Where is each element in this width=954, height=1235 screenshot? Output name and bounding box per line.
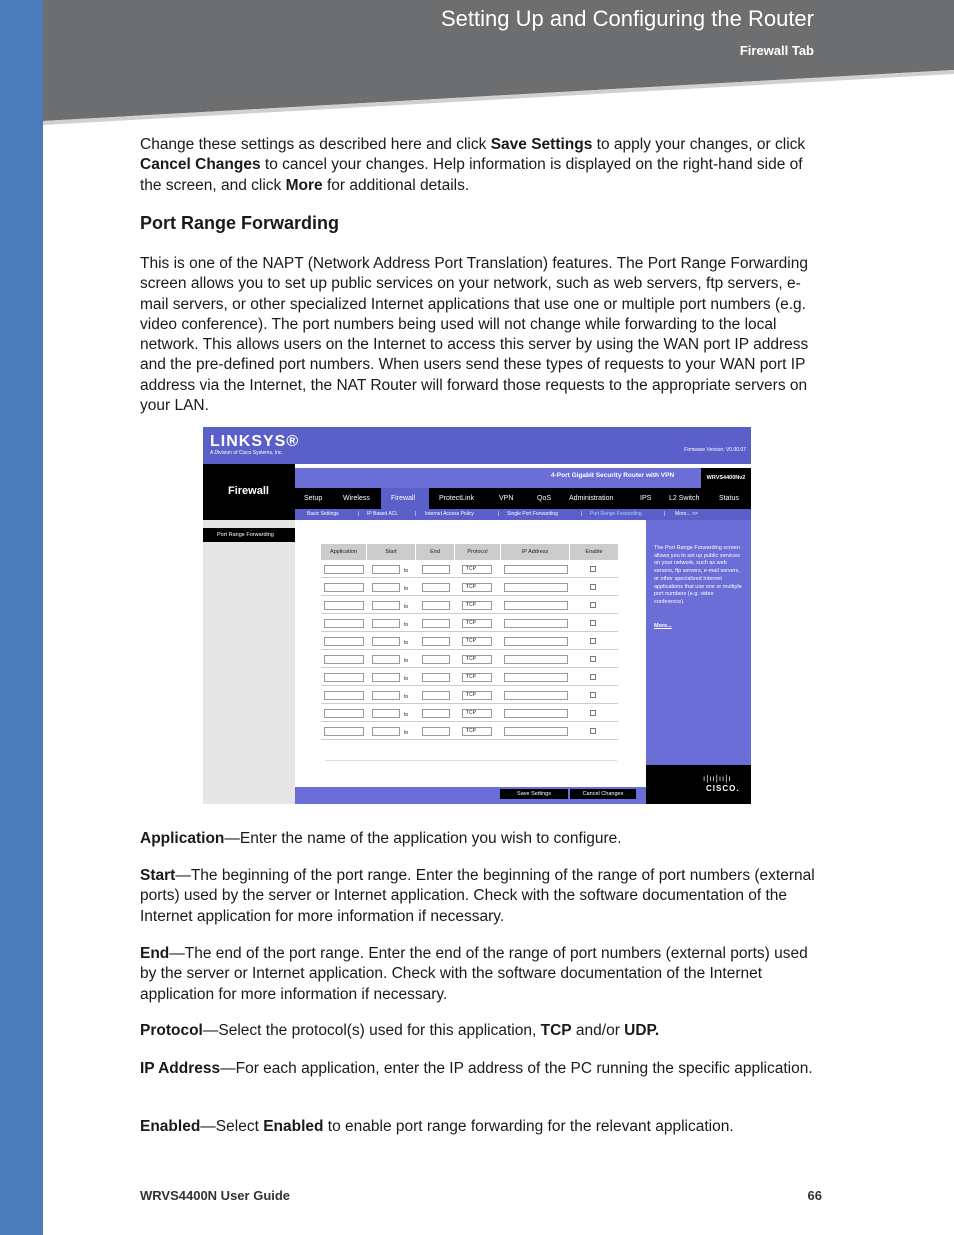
application-input[interactable] <box>324 583 364 592</box>
application-input[interactable] <box>324 601 364 610</box>
section-paragraph: This is one of the NAPT (Network Address Port Translation) features. The Port Range Forwarding screen allows you to set up public services on your network, such as web servers, ftp servers, e-mail servers, or other specialized Internet applications that use one or multiple port numbers (e.g. video conference). The port numbers being used will not change while forwarding to the local network. This allows users on the Internet to access this server by using the WAN port IP address and the pre-defined port numbers. When users send these types of requests to your WAN port IP address via the Internet, the NAT Router will forward those requests to the appropriate servers on your LAN. <box>140 255 809 415</box>
table-row-separator <box>321 595 618 596</box>
help-more-link[interactable]: More... <box>654 623 672 629</box>
subnav-port-range-forwarding[interactable]: Port Range Forwarding <box>590 511 642 517</box>
nav-tab-firewall[interactable]: Firewall <box>391 495 416 502</box>
end-port-input[interactable] <box>422 637 450 646</box>
side-label-port-range-forwarding: Port Range Forwarding <box>217 532 274 538</box>
table-row-separator <box>321 577 618 578</box>
enable-checkbox[interactable] <box>590 602 596 608</box>
ip-address-input[interactable] <box>504 619 568 628</box>
definition-enabled: Enabled—Select Enabled to enable port range forwarding for the relevant application. <box>140 1118 734 1135</box>
subnav-single-port-forwarding[interactable]: Single Port Forwarding <box>507 511 558 517</box>
end-port-input[interactable] <box>422 619 450 628</box>
linksys-logo: LINKSYS® <box>210 433 300 450</box>
enable-checkbox[interactable] <box>590 728 596 734</box>
table-row-separator <box>321 721 618 722</box>
to-label: to <box>404 604 409 610</box>
start-port-input[interactable] <box>372 691 400 700</box>
section-label: Firewall <box>228 485 269 497</box>
save-settings-button[interactable]: Save Settings <box>500 789 568 799</box>
subnav-internet-access-policy[interactable]: Internet Access Policy <box>425 511 474 517</box>
enable-checkbox[interactable] <box>590 584 596 590</box>
end-port-input[interactable] <box>422 727 450 736</box>
nav-tab-ips[interactable]: IPS <box>640 495 652 502</box>
subnav-ip-based-acl[interactable]: IP Based ACL <box>367 511 399 517</box>
to-label: to <box>404 712 409 718</box>
start-port-input[interactable] <box>372 709 400 718</box>
enable-checkbox[interactable] <box>590 566 596 572</box>
footer-page-number: 66 <box>807 1188 822 1203</box>
definition-ip-address: IP Address—For each application, enter the IP address of the PC running the specific application. <box>140 1060 813 1077</box>
protocol-select[interactable]: TCP <box>462 583 492 592</box>
enable-checkbox[interactable] <box>590 710 596 716</box>
subnav-basic-settings[interactable]: Basic Settings <box>307 511 339 517</box>
definition-end: End—The end of the port range. Enter the end of the range of port numbers (external ports) used by the server or Internet application. Check with the software documentation of the Internet application for more information if necessary. <box>140 945 808 1003</box>
ip-address-input[interactable] <box>504 565 568 574</box>
application-input[interactable] <box>324 709 364 718</box>
end-port-input[interactable] <box>422 583 450 592</box>
page-header-title: Setting Up and Configuring the Router <box>440 6 814 31</box>
table-row-separator <box>321 703 618 704</box>
start-port-input[interactable] <box>372 583 400 592</box>
start-port-input[interactable] <box>372 673 400 682</box>
application-input[interactable] <box>324 673 364 682</box>
col-header-end: End <box>416 544 454 560</box>
to-label: to <box>404 694 409 700</box>
protocol-select[interactable]: TCP <box>462 619 492 628</box>
product-name: 4-Port Gigabit Security Router with VPN <box>551 472 675 479</box>
protocol-select[interactable]: TCP <box>462 637 492 646</box>
subnav-separator: | <box>415 511 417 517</box>
application-input[interactable] <box>324 655 364 664</box>
col-header-enable: Enable <box>570 544 618 560</box>
protocol-select[interactable]: TCP <box>462 691 492 700</box>
ip-address-input[interactable] <box>504 673 568 682</box>
ip-address-input[interactable] <box>504 655 568 664</box>
nav-tab-status[interactable]: Status <box>719 495 739 502</box>
definition-protocol: Protocol—Select the protocol(s) used for this application, TCP and/or UDP. <box>140 1022 660 1039</box>
enable-checkbox[interactable] <box>590 656 596 662</box>
application-input[interactable] <box>324 727 364 736</box>
start-port-input[interactable] <box>372 655 400 664</box>
end-port-input[interactable] <box>422 601 450 610</box>
to-label: to <box>404 658 409 664</box>
col-header-ip-address: IP Address <box>501 544 569 560</box>
end-port-input[interactable] <box>422 673 450 682</box>
to-label: to <box>404 586 409 592</box>
router-screenshot <box>203 427 751 804</box>
definition-start: Start—The beginning of the port range. Enter the beginning of the range of port numbers (external ports) used by the server or Internet application. Check with the software documentation of the Internet application for more information if necessary. <box>140 867 815 925</box>
nav-tab-wireless[interactable]: Wireless <box>343 495 370 502</box>
footer-guide-title: WRVS4400N User Guide <box>140 1188 291 1203</box>
protocol-select[interactable]: TCP <box>462 709 492 718</box>
definition-application: Application—Enter the name of the application you wish to configure. <box>140 830 622 847</box>
cisco-logo-bars: ı|ıı|ıı|ı <box>703 774 732 783</box>
ip-address-input[interactable] <box>504 601 568 610</box>
col-header-start: Start <box>367 544 415 560</box>
end-port-input[interactable] <box>422 691 450 700</box>
subnav-more[interactable]: More... >> <box>675 511 698 517</box>
application-input[interactable] <box>324 565 364 574</box>
nav-tab-l2-switch[interactable]: L2 Switch <box>669 495 700 502</box>
table-row-separator <box>321 685 618 686</box>
start-port-input[interactable] <box>372 637 400 646</box>
protocol-select[interactable]: TCP <box>462 601 492 610</box>
subnav-separator: | <box>581 511 583 517</box>
nav-tab-vpn[interactable]: VPN <box>499 495 514 502</box>
enable-checkbox[interactable] <box>590 620 596 626</box>
table-row-separator <box>321 739 618 740</box>
start-port-input[interactable] <box>372 601 400 610</box>
end-port-input[interactable] <box>422 709 450 718</box>
application-input[interactable] <box>324 637 364 646</box>
application-input[interactable] <box>324 619 364 628</box>
table-row-separator <box>321 649 618 650</box>
subnav-separator: | <box>664 511 666 517</box>
start-port-input[interactable] <box>372 565 400 574</box>
table-row-separator <box>321 631 618 632</box>
start-port-input[interactable] <box>372 619 400 628</box>
to-label: to <box>404 640 409 646</box>
model-number: WRVS4400Nv2 <box>701 468 751 488</box>
firmware-version: Firmware Version: V0.00.07 <box>684 447 746 453</box>
left-sidebar-stripe <box>0 0 43 1235</box>
nav-tab-setup[interactable]: Setup <box>304 495 323 502</box>
subnav-separator: | <box>358 511 360 517</box>
enable-checkbox[interactable] <box>590 674 596 680</box>
ip-address-input[interactable] <box>504 691 568 700</box>
end-port-input[interactable] <box>422 565 450 574</box>
help-text: The Port Range Forwarding screen allows you to set up public services on your network, such as web servers, ftp servers, e-mail servers, or other specialized Internet applications that use one or multiple port numbers (e.g. video conference). <box>654 545 742 605</box>
ip-address-input[interactable] <box>504 583 568 592</box>
protocol-select[interactable]: TCP <box>462 727 492 736</box>
ip-address-input[interactable] <box>504 727 568 736</box>
protocol-select[interactable]: TCP <box>462 565 492 574</box>
cisco-logo: CISCO. <box>706 784 740 793</box>
subnav-separator: | <box>498 511 500 517</box>
nav-tab-administration[interactable]: Administration <box>569 495 614 502</box>
table-row-separator <box>321 613 618 614</box>
col-header-application: Application <box>321 544 366 560</box>
intro-paragraph: Change these settings as described here and click Save Settings to apply your changes, or click Cancel Changes to cancel your changes. Help information is displayed on the right-hand side of the screen, and click More for additional details. <box>140 136 806 194</box>
to-label: to <box>404 676 409 682</box>
to-label: to <box>404 622 409 628</box>
col-header-protocol: Protocol <box>455 544 500 560</box>
logo-subtitle: A Division of Cisco Systems, Inc. <box>210 450 283 456</box>
to-label: to <box>404 568 409 574</box>
page-header-subtitle: Firewall Tab <box>739 43 814 58</box>
table-row-separator <box>321 667 618 668</box>
nav-tab-protectlink[interactable]: ProtectLink <box>439 495 475 502</box>
protocol-select[interactable]: TCP <box>462 673 492 682</box>
protocol-select[interactable]: TCP <box>462 655 492 664</box>
section-heading: Port Range Forwarding <box>140 213 340 233</box>
enable-checkbox[interactable] <box>590 638 596 644</box>
to-label: to <box>404 730 409 736</box>
enable-checkbox[interactable] <box>590 692 596 698</box>
ip-address-input[interactable] <box>504 637 568 646</box>
end-port-input[interactable] <box>422 655 450 664</box>
application-input[interactable] <box>324 691 364 700</box>
nav-tab-qos[interactable]: QoS <box>537 495 552 502</box>
ip-address-input[interactable] <box>504 709 568 718</box>
start-port-input[interactable] <box>372 727 400 736</box>
cancel-changes-button[interactable]: Cancel Changes <box>570 789 636 799</box>
